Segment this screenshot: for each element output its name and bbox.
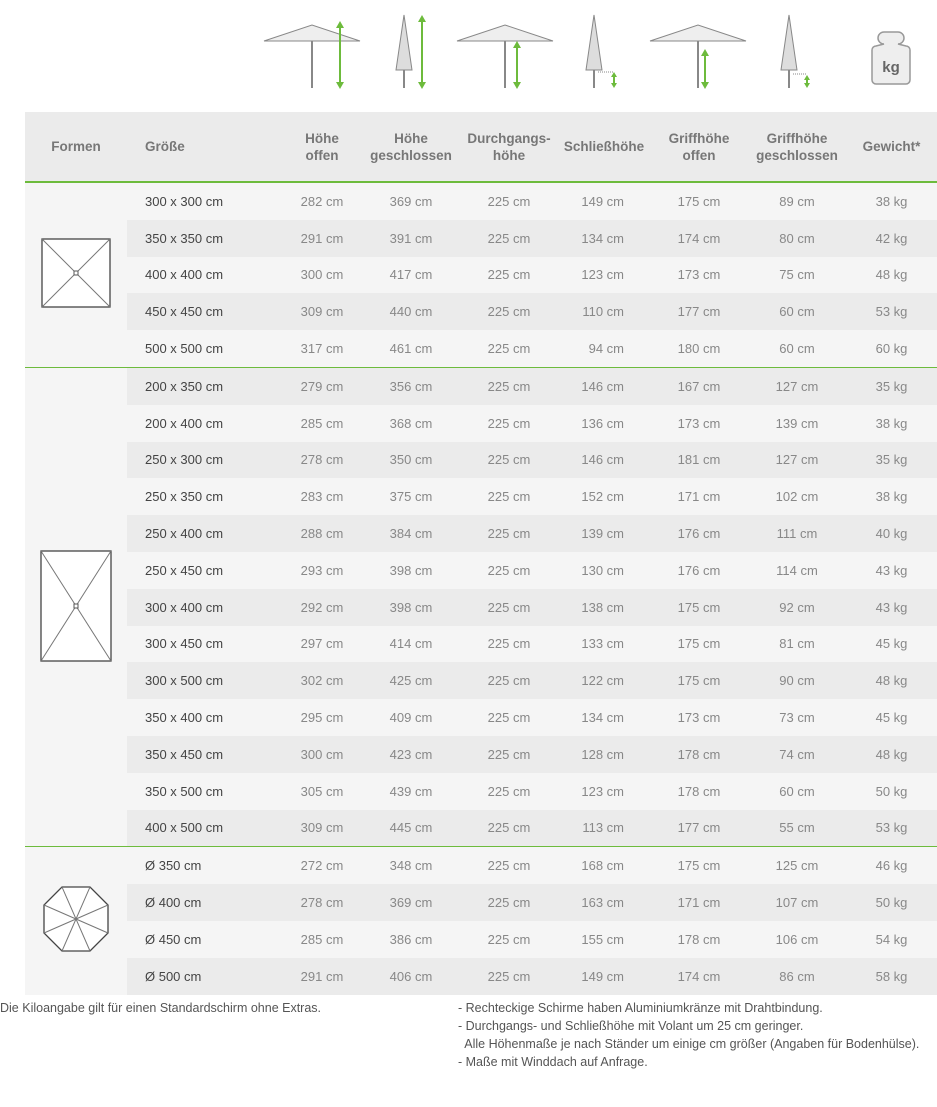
value-cell: 175 cm [650, 182, 748, 220]
header-col-0: Höhe offen [282, 112, 362, 182]
shape-cell-square [25, 182, 127, 367]
size-cell: 400 x 400 cm [127, 257, 282, 294]
value-cell: 439 cm [362, 773, 460, 810]
size-cell: 300 x 450 cm [127, 626, 282, 663]
table-row [25, 699, 937, 736]
value-cell: 225 cm [460, 293, 558, 330]
table-row [25, 367, 937, 404]
table-row [25, 810, 937, 847]
value-cell: 155 cm [558, 921, 650, 958]
value-cell: 53 kg [846, 293, 937, 330]
value-cell: 86 cm [748, 958, 846, 995]
value-cell: 369 cm [362, 884, 460, 921]
value-cell: 309 cm [282, 810, 362, 847]
value-cell: 291 cm [282, 958, 362, 995]
value-cell: 94 cm [558, 330, 650, 367]
size-cell: 300 x 500 cm [127, 662, 282, 699]
header-formen: Formen [25, 112, 127, 182]
value-cell: 90 cm [748, 662, 846, 699]
value-cell: 174 cm [650, 220, 748, 257]
specs-table [25, 112, 937, 995]
value-cell: 173 cm [650, 257, 748, 294]
value-cell: 60 cm [748, 330, 846, 367]
value-cell: 278 cm [282, 884, 362, 921]
value-cell: 309 cm [282, 293, 362, 330]
value-cell: 168 cm [558, 847, 650, 884]
value-cell: 398 cm [362, 589, 460, 626]
value-cell: 178 cm [650, 736, 748, 773]
value-cell: 225 cm [460, 405, 558, 442]
value-cell: 417 cm [362, 257, 460, 294]
header-col-1: Höhe geschlossen [362, 112, 460, 182]
size-cell: 500 x 500 cm [127, 330, 282, 367]
value-cell: 177 cm [650, 293, 748, 330]
size-cell: 200 x 400 cm [127, 405, 282, 442]
closing-height-icon [578, 10, 628, 90]
note-item: - Rechteckige Schirme haben Aluminiumkränze mit Drahtbindung. [458, 1001, 823, 1015]
value-cell: 225 cm [460, 257, 558, 294]
value-cell: 38 kg [846, 182, 937, 220]
value-cell: 146 cm [558, 367, 650, 404]
size-cell: 250 x 450 cm [127, 552, 282, 589]
value-cell: 176 cm [650, 515, 748, 552]
value-cell: 225 cm [460, 552, 558, 589]
value-cell: 398 cm [362, 552, 460, 589]
value-cell: 123 cm [558, 773, 650, 810]
value-cell: 123 cm [558, 257, 650, 294]
weight-icon [866, 28, 916, 88]
value-cell: 297 cm [282, 626, 362, 663]
value-cell: 292 cm [282, 589, 362, 626]
header-groesse: Größe [127, 112, 282, 182]
size-cell: 250 x 400 cm [127, 515, 282, 552]
shape-cell-rectangle [25, 367, 127, 846]
size-cell: Ø 450 cm [127, 921, 282, 958]
table-row [25, 478, 937, 515]
value-cell: 225 cm [460, 220, 558, 257]
header-col-6: Gewicht* [846, 112, 937, 182]
value-cell: 106 cm [748, 921, 846, 958]
value-cell: 80 cm [748, 220, 846, 257]
value-cell: 225 cm [460, 662, 558, 699]
value-cell: 43 kg [846, 589, 937, 626]
value-cell: 48 kg [846, 662, 937, 699]
size-cell: 350 x 450 cm [127, 736, 282, 773]
value-cell: 391 cm [362, 220, 460, 257]
value-cell: 107 cm [748, 884, 846, 921]
value-cell: 81 cm [748, 626, 846, 663]
value-cell: 305 cm [282, 773, 362, 810]
table-row [25, 736, 937, 773]
note-item: Alle Höhenmaße je nach Ständer um einige cm größer (Angaben für Bodenhülse). [458, 1037, 920, 1051]
value-cell: 173 cm [650, 699, 748, 736]
value-cell: 42 kg [846, 220, 937, 257]
value-cell: 406 cm [362, 958, 460, 995]
value-cell: 134 cm [558, 699, 650, 736]
value-cell: 285 cm [282, 921, 362, 958]
value-cell: 180 cm [650, 330, 748, 367]
value-cell: 89 cm [748, 182, 846, 220]
value-cell: 177 cm [650, 810, 748, 847]
size-cell: 450 x 450 cm [127, 293, 282, 330]
size-cell: Ø 350 cm [127, 847, 282, 884]
value-cell: 149 cm [558, 182, 650, 220]
header-col-5: Griffhöhe geschlossen [748, 112, 846, 182]
value-cell: 369 cm [362, 182, 460, 220]
value-cell: 409 cm [362, 699, 460, 736]
table-row [25, 330, 937, 367]
value-cell: 45 kg [846, 626, 937, 663]
table-row [25, 626, 937, 663]
value-cell: 35 kg [846, 367, 937, 404]
size-cell: 300 x 400 cm [127, 589, 282, 626]
table-row [25, 921, 937, 958]
value-cell: 356 cm [362, 367, 460, 404]
value-cell: 53 kg [846, 810, 937, 847]
value-cell: 139 cm [558, 515, 650, 552]
value-cell: 178 cm [650, 773, 748, 810]
value-cell: 225 cm [460, 921, 558, 958]
value-cell: 73 cm [748, 699, 846, 736]
value-cell: 130 cm [558, 552, 650, 589]
table-row [25, 405, 937, 442]
size-cell: 400 x 500 cm [127, 810, 282, 847]
size-cell: 350 x 500 cm [127, 773, 282, 810]
value-cell: 283 cm [282, 478, 362, 515]
value-cell: 300 cm [282, 257, 362, 294]
shape-cell-octagon [25, 847, 127, 995]
value-cell: 111 cm [748, 515, 846, 552]
value-cell: 375 cm [362, 478, 460, 515]
value-cell: 43 kg [846, 552, 937, 589]
value-cell: 128 cm [558, 736, 650, 773]
value-cell: 350 cm [362, 442, 460, 479]
table-row [25, 515, 937, 552]
value-cell: 461 cm [362, 330, 460, 367]
value-cell: 288 cm [282, 515, 362, 552]
value-cell: 181 cm [650, 442, 748, 479]
value-cell: 384 cm [362, 515, 460, 552]
table-row [25, 220, 937, 257]
value-cell: 113 cm [558, 810, 650, 847]
value-cell: 149 cm [558, 958, 650, 995]
octagon-shape-icon [42, 885, 110, 953]
value-cell: 317 cm [282, 330, 362, 367]
size-cell: Ø 400 cm [127, 884, 282, 921]
handle-height-closed-icon [773, 10, 823, 90]
table-row [25, 293, 937, 330]
value-cell: 136 cm [558, 405, 650, 442]
value-cell: 225 cm [460, 589, 558, 626]
note-item: - Durchgangs- und Schließhöhe mit Volant um 25 cm geringer. [458, 1019, 804, 1033]
value-cell: 74 cm [748, 736, 846, 773]
value-cell: 40 kg [846, 515, 937, 552]
value-cell: 225 cm [460, 442, 558, 479]
value-cell: 127 cm [748, 367, 846, 404]
table-row [25, 773, 937, 810]
value-cell: 175 cm [650, 626, 748, 663]
value-cell: 127 cm [748, 442, 846, 479]
value-cell: 285 cm [282, 405, 362, 442]
value-cell: 50 kg [846, 884, 937, 921]
value-cell: 163 cm [558, 884, 650, 921]
table-row [25, 257, 937, 294]
value-cell: 174 cm [650, 958, 748, 995]
size-cell: Ø 500 cm [127, 958, 282, 995]
value-cell: 414 cm [362, 626, 460, 663]
size-cell: 250 x 300 cm [127, 442, 282, 479]
value-cell: 38 kg [846, 405, 937, 442]
value-cell: 225 cm [460, 182, 558, 220]
value-cell: 60 kg [846, 330, 937, 367]
value-cell: 300 cm [282, 736, 362, 773]
value-cell: 225 cm [460, 478, 558, 515]
value-cell: 175 cm [650, 662, 748, 699]
value-cell: 55 cm [748, 810, 846, 847]
value-cell: 58 kg [846, 958, 937, 995]
value-cell: 225 cm [460, 699, 558, 736]
table-row [25, 552, 937, 589]
header-col-4: Griffhöhe offen [650, 112, 748, 182]
value-cell: 368 cm [362, 405, 460, 442]
table-row [25, 958, 937, 995]
value-cell: 225 cm [460, 847, 558, 884]
value-cell: 171 cm [650, 884, 748, 921]
value-cell: 167 cm [650, 367, 748, 404]
value-cell: 279 cm [282, 367, 362, 404]
size-cell: 250 x 350 cm [127, 478, 282, 515]
size-cell: 350 x 350 cm [127, 220, 282, 257]
value-cell: 114 cm [748, 552, 846, 589]
header-col-3: Schließhöhe [558, 112, 650, 182]
table-row [25, 884, 937, 921]
height-closed-icon [388, 10, 438, 90]
table-row [25, 662, 937, 699]
value-cell: 225 cm [460, 330, 558, 367]
value-cell: 35 kg [846, 442, 937, 479]
value-cell: 445 cm [362, 810, 460, 847]
value-cell: 60 cm [748, 773, 846, 810]
clearance-height-icon [455, 10, 555, 90]
value-cell: 225 cm [460, 626, 558, 663]
value-cell: 75 cm [748, 257, 846, 294]
value-cell: 125 cm [748, 847, 846, 884]
value-cell: 139 cm [748, 405, 846, 442]
value-cell: 302 cm [282, 662, 362, 699]
note-item: - Maße mit Winddach auf Anfrage. [458, 1055, 648, 1069]
table-row [25, 589, 937, 626]
value-cell: 278 cm [282, 442, 362, 479]
value-cell: 295 cm [282, 699, 362, 736]
size-cell: 200 x 350 cm [127, 367, 282, 404]
value-cell: 176 cm [650, 552, 748, 589]
svg-text:kg: kg [882, 59, 900, 76]
value-cell: 152 cm [558, 478, 650, 515]
value-cell: 54 kg [846, 921, 937, 958]
value-cell: 348 cm [362, 847, 460, 884]
value-cell: 102 cm [748, 478, 846, 515]
value-cell: 225 cm [460, 736, 558, 773]
value-cell: 225 cm [460, 884, 558, 921]
table-row [25, 847, 937, 884]
value-cell: 38 kg [846, 478, 937, 515]
value-cell: 46 kg [846, 847, 937, 884]
value-cell: 146 cm [558, 442, 650, 479]
value-cell: 45 kg [846, 699, 937, 736]
footnote-weight: Die Kiloangabe gilt für einen Standardschirm ohne Extras. [0, 1001, 322, 1015]
notes-list [458, 1000, 919, 1072]
value-cell: 423 cm [362, 736, 460, 773]
rectangle-shape-icon [40, 550, 112, 662]
value-cell: 48 kg [846, 257, 937, 294]
handle-height-open-icon [648, 10, 748, 90]
value-cell: 293 cm [282, 552, 362, 589]
value-cell: 225 cm [460, 367, 558, 404]
value-cell: 122 cm [558, 662, 650, 699]
value-cell: 225 cm [460, 810, 558, 847]
value-cell: 425 cm [362, 662, 460, 699]
height-open-icon [262, 10, 362, 90]
value-cell: 225 cm [460, 773, 558, 810]
value-cell: 171 cm [650, 478, 748, 515]
column-icons [0, 0, 937, 112]
value-cell: 138 cm [558, 589, 650, 626]
value-cell: 133 cm [558, 626, 650, 663]
table-row [25, 442, 937, 479]
table-row [25, 182, 937, 220]
value-cell: 440 cm [362, 293, 460, 330]
header-col-2: Durchgangs- höhe [460, 112, 558, 182]
size-cell: 300 x 300 cm [127, 182, 282, 220]
value-cell: 48 kg [846, 736, 937, 773]
value-cell: 50 kg [846, 773, 937, 810]
square-shape-icon [41, 238, 111, 308]
value-cell: 291 cm [282, 220, 362, 257]
size-cell: 350 x 400 cm [127, 699, 282, 736]
value-cell: 272 cm [282, 847, 362, 884]
value-cell: 225 cm [460, 958, 558, 995]
value-cell: 178 cm [650, 921, 748, 958]
value-cell: 173 cm [650, 405, 748, 442]
value-cell: 175 cm [650, 847, 748, 884]
value-cell: 386 cm [362, 921, 460, 958]
value-cell: 175 cm [650, 589, 748, 626]
value-cell: 282 cm [282, 182, 362, 220]
value-cell: 92 cm [748, 589, 846, 626]
value-cell: 134 cm [558, 220, 650, 257]
value-cell: 225 cm [460, 515, 558, 552]
value-cell: 60 cm [748, 293, 846, 330]
value-cell: 110 cm [558, 293, 650, 330]
